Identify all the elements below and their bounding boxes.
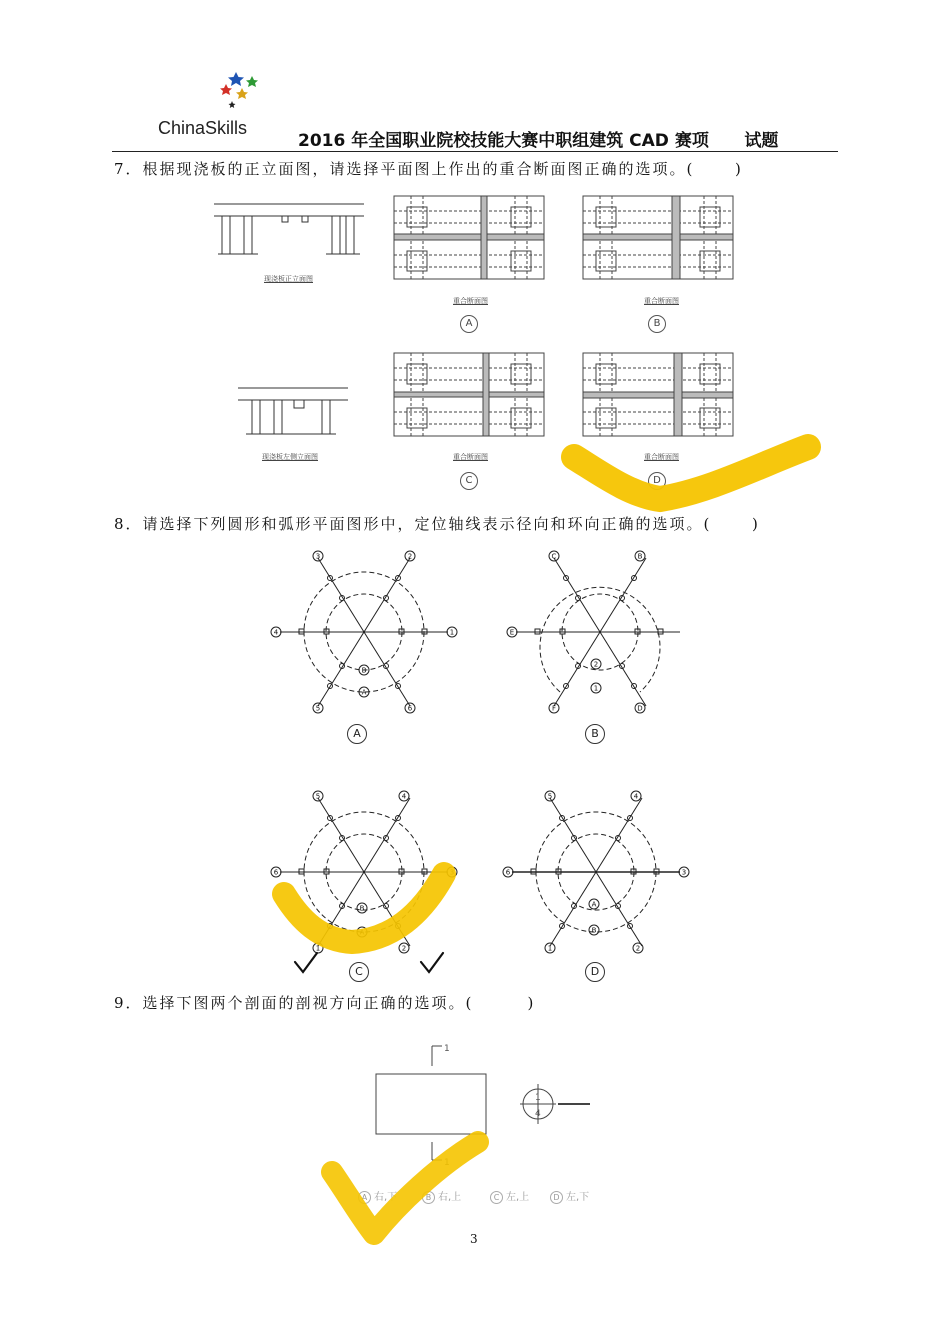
q8a-label-bottom-right: 6 xyxy=(407,704,413,713)
q8-option-c[interactable]: C xyxy=(349,962,369,982)
q9-choice-a-text: 右,下 xyxy=(374,1192,398,1203)
q8d-label-bottom-right: 2 xyxy=(635,944,641,953)
q8a-label-left: 4 xyxy=(273,628,279,637)
q8b-label-outer: 1 xyxy=(593,684,599,693)
q7-elevation-caption-1: 现浇板正立面图 xyxy=(264,275,313,283)
q9-section-label-top: 1 xyxy=(444,1044,450,1054)
q9-choice-b-text: 右,上 xyxy=(438,1192,462,1203)
q8d-label-top-right: 4 xyxy=(633,792,639,801)
q8a-label-outer: A xyxy=(361,688,367,697)
q9-choice-c-letter: C xyxy=(490,1191,503,1204)
checkmark-icon-right xyxy=(418,950,446,976)
q8b-label-bottom-right: D xyxy=(637,704,643,713)
header-title: 2016 年全国职业院校技能大赛中职组建筑 CAD 赛项 试题 xyxy=(298,131,779,151)
q8c-label-outer: A xyxy=(359,928,365,937)
chinaskills-logo-stars xyxy=(214,70,264,112)
q8c-label-top-right: 4 xyxy=(401,792,407,801)
question-8-text: 8．请选择下列圆形和弧形平面图形中，定位轴线表示径向和环向正确的选项。( ) xyxy=(114,515,760,533)
q9-choice-d[interactable] xyxy=(550,1188,589,1204)
q8d-label-bottom-left: 1 xyxy=(547,944,553,953)
q7-option-b[interactable]: B xyxy=(648,315,666,333)
q8c-label-bottom-left: 1 xyxy=(315,944,321,953)
header-rule xyxy=(112,151,838,152)
q8b-label-top-left: C xyxy=(551,552,557,561)
q8-option-a[interactable]: A xyxy=(347,724,367,744)
q9-choice-b-letter: B xyxy=(422,1191,435,1204)
q7-plan-caption-d: 重合断面图 xyxy=(644,453,679,461)
q7-front-elevation xyxy=(214,198,364,260)
q8c-label-bottom-right: 2 xyxy=(401,944,407,953)
q9-detail-number: 1 xyxy=(535,1093,541,1103)
q8a-label-inner: B xyxy=(361,666,367,675)
q8d-label-top-left: 5 xyxy=(547,792,553,801)
q8d-label-left: 6 xyxy=(505,868,511,877)
q7-plan-b xyxy=(582,195,734,280)
question-9-text: 9．选择下图两个剖面的剖视方向正确的选项。( ) xyxy=(114,994,536,1012)
q8b-label-bottom-left: F xyxy=(551,704,557,713)
highlighter-mark-q7 xyxy=(560,425,825,515)
q7-elevation-caption-2: 现浇板左侧立面图 xyxy=(262,453,318,461)
q7-plan-caption-c: 重合断面图 xyxy=(453,453,488,461)
q8d-label-inner: A xyxy=(591,900,597,909)
highlighter-mark-q8 xyxy=(262,856,470,956)
q9-choice-d-letter: D xyxy=(550,1191,563,1204)
q7-plan-caption-b: 重合断面图 xyxy=(644,297,679,305)
q8a-label-right: 1 xyxy=(449,628,455,637)
q8a-label-bottom-left: 5 xyxy=(315,704,321,713)
highlighter-mark-q9 xyxy=(318,1130,493,1250)
q8-diagram-b xyxy=(502,546,684,714)
page-number: 3 xyxy=(470,1232,478,1246)
q9-choice-a-letter: A xyxy=(358,1191,371,1204)
q9-choice-d-text: 左,下 xyxy=(566,1192,590,1203)
q9-section-label-bottom: 1 xyxy=(444,1158,450,1168)
q8-option-d[interactable]: D xyxy=(585,962,605,982)
q8a-label-top-left: 3 xyxy=(315,552,321,561)
q8-diagram-a xyxy=(266,546,462,714)
q8d-label-outer: B xyxy=(591,926,597,935)
q9-choice-c[interactable] xyxy=(490,1188,529,1204)
q7-plan-caption-a: 重合断面图 xyxy=(453,297,488,305)
q9-choice-c-text: 左,上 xyxy=(506,1192,530,1203)
checkmark-icon-left xyxy=(292,950,320,976)
q7-plan-a xyxy=(393,195,545,280)
q8c-label-left: 6 xyxy=(273,868,279,877)
q8c-label-inner: B xyxy=(359,904,365,913)
question-7-text: 7．根据现浇板的正立面图，请选择平面图上作出的重合断面图正确的选项。( ) xyxy=(114,160,743,178)
q7-plan-c xyxy=(393,352,545,437)
q7-option-c[interactable]: C xyxy=(460,472,478,490)
q7-option-a[interactable]: A xyxy=(460,315,478,333)
q8c-label-top-left: 5 xyxy=(315,792,321,801)
chinaskills-logo-text: ChinaSkills xyxy=(158,118,248,138)
q8-diagram-d xyxy=(498,786,694,956)
q8b-label-left: E xyxy=(509,628,515,637)
q7-side-elevation xyxy=(238,382,348,438)
q8-option-b[interactable]: B xyxy=(585,724,605,744)
q8b-label-inner: 2 xyxy=(593,660,599,669)
q8c-label-right: 3 xyxy=(449,868,455,877)
q8a-label-top-right: 2 xyxy=(407,552,413,561)
q7-option-d[interactable]: D xyxy=(648,472,666,490)
q8d-label-right: 3 xyxy=(681,868,687,877)
q9-detail-sheet: 4 xyxy=(535,1109,541,1119)
q8b-label-top-right: B xyxy=(637,552,643,561)
